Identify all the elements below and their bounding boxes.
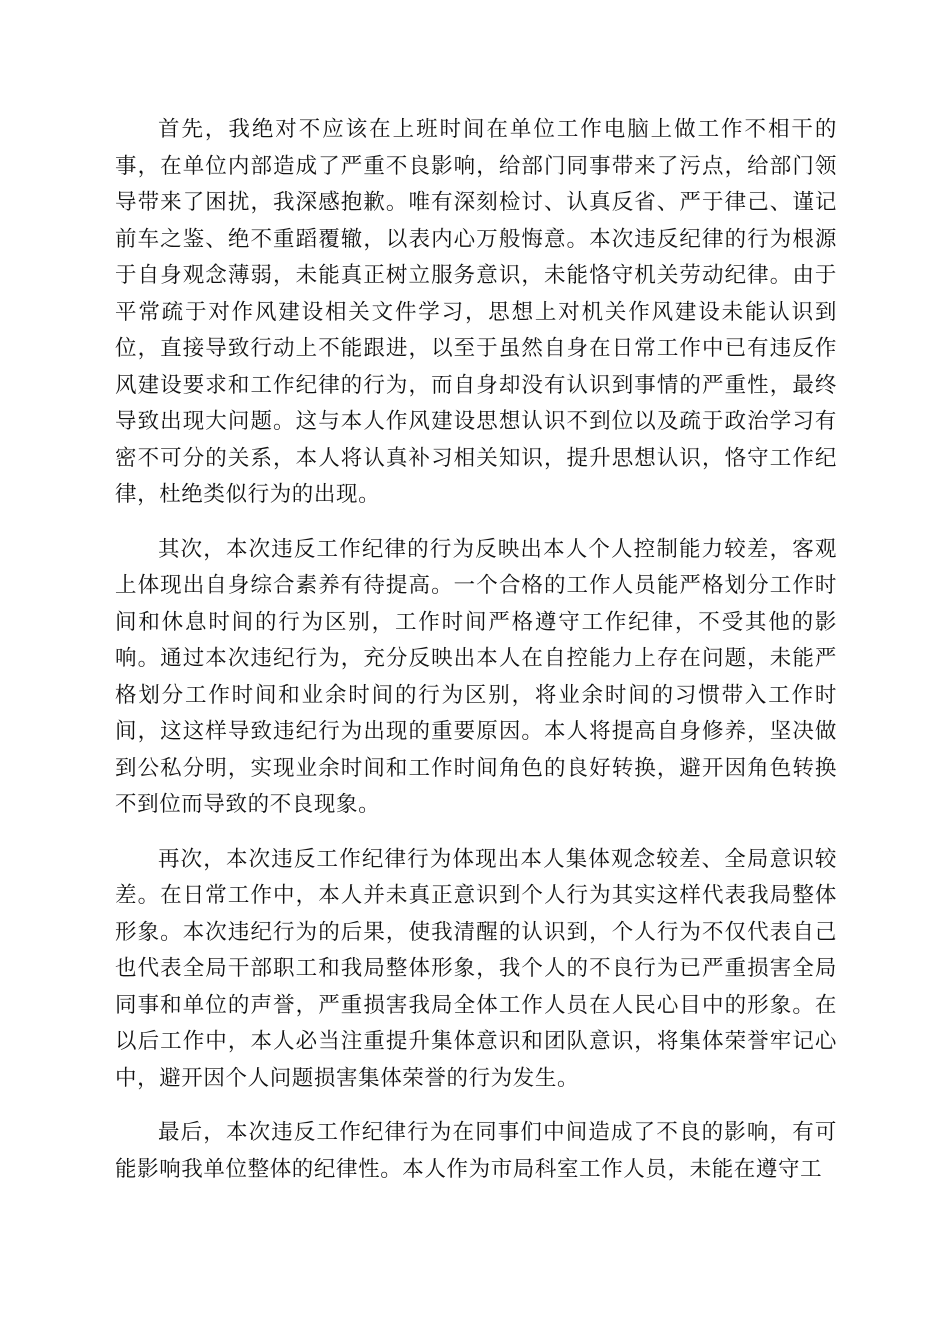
paragraph-first: 首先，我绝对不应该在上班时间在单位工作电脑上做工作不相干的事，在单位内部造成了严重不良影响，给部门同事带来了污点，给部门领导带来了困扰，我深感抱歉。唯有深刻检讨、认真反省、严于律己、谨记前车之鉴、绝不重蹈覆辙，以表内心万般悔意。本次违反纪律的行为根源于自身观念薄弱，未能真正树立服务意识，未能恪守机关劳动纪律。由于平常疏于对作风建设相关文件学习，思想上对机关作风建设未能认识到位，直接导致行动上不能跟进，以至于虽然自身在日常工作中已有违反作风建设要求和工作纪律的行为，而自身却没有认识到事情的严重性，最终导致出现大问题。这与本人作风建设思想认识不到位以及疏于政治学习有密不可分的关系，本人将认真补习相关知识，提升思想认识，恪守工作纪律，杜绝类似行为的出现。 [115,117,837,507]
document-body [115,112,837,1206]
paragraph-fourth: 最后，本次违反工作纪律行为在同事们中间造成了不良的影响，有可能影响我单位整体的纪律性。本人作为市局科室工作人员，未能在遵守工 [115,1120,837,1182]
paragraph-second: 其次，本次违反工作纪律的行为反映出本人个人控制能力较差，客观上体现出自身综合素养有待提高。一个合格的工作人员能严格划分工作时间和休息时间的行为区别，工作时间严格遵守工作纪律，不受其他的影响。通过本次违纪行为，充分反映出本人在自控能力上存在问题，未能严格划分工作时间和业余时间的行为区别，将业余时间的习惯带入工作时间，这这样导致违纪行为出现的重要原因。本人将提高自身修养，坚决做到公私分明，实现业余时间和工作时间角色的良好转换，避开因角色转换不到位而导致的不良现象。 [115,536,837,817]
paragraph-third: 再次，本次违反工作纪律行为体现出本人集体观念较差、全局意识较差。在日常工作中，本人并未真正意识到个人行为其实这样代表我局整体形象。本次违纪行为的后果，使我清醒的认识到，个人行为不仅代表自己也代表全局干部职工和我局整体形象，我个人的不良行为已严重损害全局同事和单位的声誉，严重损害我局全体工作人员在人民心目中的形象。在以后工作中，本人必当注重提升集体意识和团队意识，将集体荣誉牢记心中，避开因个人问题损害集体荣誉的行为发生。 [115,846,837,1091]
